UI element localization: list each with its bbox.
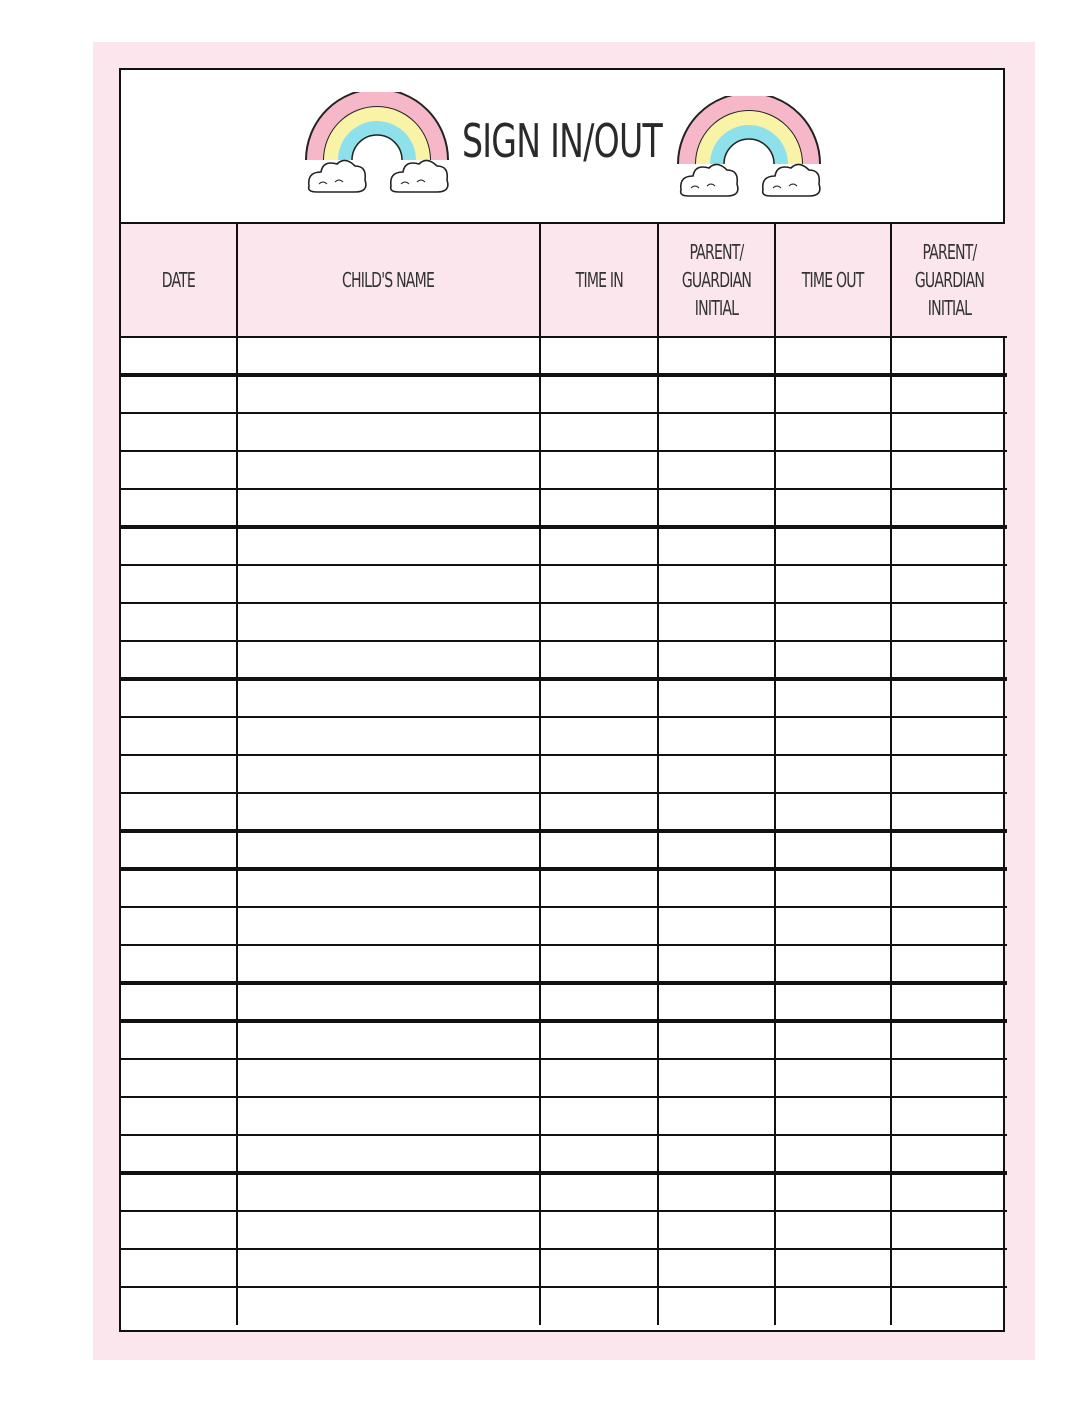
date-cell[interactable] [121, 869, 237, 907]
childs-name-cell[interactable] [237, 413, 540, 451]
time-in-cell[interactable] [540, 755, 658, 793]
time-in-cell[interactable] [540, 1059, 658, 1097]
column-header-time-out: TIME OUT [775, 224, 891, 337]
time-in-cell[interactable] [540, 375, 658, 413]
table-row [121, 1097, 1007, 1135]
parent-initial-in-cell[interactable] [658, 1211, 775, 1249]
parent-initial-out-cell[interactable] [891, 717, 1007, 755]
table-row [121, 451, 1007, 489]
parent-initial-out-cell[interactable] [891, 527, 1007, 565]
parent-initial-out-cell[interactable] [891, 1059, 1007, 1097]
time-out-cell[interactable] [775, 527, 891, 565]
parent-initial-in-cell[interactable] [658, 489, 775, 527]
parent-initial-out-cell[interactable] [891, 413, 1007, 451]
parent-initial-in-cell[interactable] [658, 1097, 775, 1135]
childs-name-cell[interactable] [237, 1249, 540, 1287]
table-body [121, 337, 1007, 1325]
table-row [121, 489, 1007, 527]
parent-initial-out-cell[interactable] [891, 337, 1007, 375]
parent-initial-in-cell[interactable] [658, 983, 775, 1021]
parent-initial-in-cell[interactable] [658, 679, 775, 717]
table-row [121, 1021, 1007, 1059]
time-in-cell[interactable] [540, 413, 658, 451]
time-in-cell[interactable] [540, 603, 658, 641]
time-in-cell[interactable] [540, 565, 658, 603]
date-cell[interactable] [121, 983, 237, 1021]
date-cell[interactable] [121, 1249, 237, 1287]
date-cell[interactable] [121, 793, 237, 831]
time-in-cell[interactable] [540, 527, 658, 565]
time-out-cell[interactable] [775, 375, 891, 413]
parent-initial-out-cell[interactable] [891, 945, 1007, 983]
time-out-cell[interactable] [775, 1173, 891, 1211]
childs-name-cell[interactable] [237, 793, 540, 831]
rainbow-cloud-icon [677, 96, 825, 206]
time-out-cell[interactable] [775, 983, 891, 1021]
parent-initial-in-cell[interactable] [658, 869, 775, 907]
date-cell[interactable] [121, 1097, 237, 1135]
childs-name-cell[interactable] [237, 451, 540, 489]
time-in-cell[interactable] [540, 489, 658, 527]
table-row [121, 679, 1007, 717]
parent-initial-out-cell[interactable] [891, 641, 1007, 679]
table-row [121, 755, 1007, 793]
childs-name-cell[interactable] [237, 603, 540, 641]
time-in-cell[interactable] [540, 1021, 658, 1059]
childs-name-cell[interactable] [237, 565, 540, 603]
date-cell[interactable] [121, 1287, 237, 1325]
date-cell[interactable] [121, 1021, 237, 1059]
parent-initial-in-cell[interactable] [658, 527, 775, 565]
parent-initial-in-cell[interactable] [658, 1249, 775, 1287]
parent-initial-out-cell[interactable] [891, 451, 1007, 489]
table-row [121, 1173, 1007, 1211]
parent-initial-out-cell[interactable] [891, 1211, 1007, 1249]
time-in-cell[interactable] [540, 451, 658, 489]
time-in-cell[interactable] [540, 983, 658, 1021]
childs-name-cell[interactable] [237, 337, 540, 375]
date-cell[interactable] [121, 1173, 237, 1211]
parent-initial-out-cell[interactable] [891, 375, 1007, 413]
time-out-cell[interactable] [775, 831, 891, 869]
time-in-cell[interactable] [540, 641, 658, 679]
date-cell[interactable] [121, 375, 237, 413]
parent-initial-out-cell[interactable] [891, 793, 1007, 831]
time-in-cell[interactable] [540, 831, 658, 869]
time-out-cell[interactable] [775, 717, 891, 755]
parent-initial-in-cell[interactable] [658, 831, 775, 869]
table-row [121, 375, 1007, 413]
time-out-cell[interactable] [775, 451, 891, 489]
table-row [121, 717, 1007, 755]
date-cell[interactable] [121, 945, 237, 983]
column-header-parent-initial-out: PARENT/ GUARDIAN INITIAL [891, 224, 1007, 337]
time-out-cell[interactable] [775, 869, 891, 907]
time-in-cell[interactable] [540, 1173, 658, 1211]
parent-initial-in-cell[interactable] [658, 945, 775, 983]
form-title: SIGN IN/OUT [461, 114, 663, 168]
table-row [121, 1059, 1007, 1097]
table-row [121, 603, 1007, 641]
childs-name-cell[interactable] [237, 1135, 540, 1173]
date-cell[interactable] [121, 717, 237, 755]
time-out-cell[interactable] [775, 1135, 891, 1173]
date-cell[interactable] [121, 1135, 237, 1173]
parent-initial-in-cell[interactable] [658, 717, 775, 755]
time-out-cell[interactable] [775, 679, 891, 717]
column-header-parent-initial-in: PARENT/ GUARDIAN INITIAL [658, 224, 775, 337]
time-out-cell[interactable] [775, 413, 891, 451]
parent-initial-out-cell[interactable] [891, 1097, 1007, 1135]
childs-name-cell[interactable] [237, 831, 540, 869]
time-in-cell[interactable] [540, 945, 658, 983]
parent-initial-in-cell[interactable] [658, 1021, 775, 1059]
date-cell[interactable] [121, 565, 237, 603]
childs-name-cell[interactable] [237, 1059, 540, 1097]
column-header-date: DATE [121, 224, 237, 337]
time-in-cell[interactable] [540, 1211, 658, 1249]
time-out-cell[interactable] [775, 1211, 891, 1249]
time-out-cell[interactable] [775, 755, 891, 793]
time-out-cell[interactable] [775, 1021, 891, 1059]
date-cell[interactable] [121, 603, 237, 641]
table-row [121, 641, 1007, 679]
time-out-cell[interactable] [775, 1097, 891, 1135]
date-cell[interactable] [121, 413, 237, 451]
time-out-cell[interactable] [775, 793, 891, 831]
time-out-cell[interactable] [775, 489, 891, 527]
parent-initial-out-cell[interactable] [891, 1021, 1007, 1059]
table-row [121, 831, 1007, 869]
table-row [121, 565, 1007, 603]
date-cell[interactable] [121, 1059, 237, 1097]
table-row [121, 869, 1007, 907]
childs-name-cell[interactable] [237, 679, 540, 717]
sign-in-out-sheet [119, 68, 1005, 1332]
childs-name-cell[interactable] [237, 1173, 540, 1211]
date-cell[interactable] [121, 679, 237, 717]
time-out-cell[interactable] [775, 1287, 891, 1325]
childs-name-cell[interactable] [237, 983, 540, 1021]
date-cell[interactable] [121, 907, 237, 945]
time-in-cell[interactable] [540, 679, 658, 717]
parent-initial-in-cell[interactable] [658, 1135, 775, 1173]
table-row [121, 983, 1007, 1021]
time-in-cell[interactable] [540, 337, 658, 375]
time-out-cell[interactable] [775, 641, 891, 679]
date-cell[interactable] [121, 451, 237, 489]
time-out-cell[interactable] [775, 907, 891, 945]
parent-initial-out-cell[interactable] [891, 1249, 1007, 1287]
time-in-cell[interactable] [540, 717, 658, 755]
date-cell[interactable] [121, 527, 237, 565]
time-out-cell[interactable] [775, 337, 891, 375]
table-row [121, 413, 1007, 451]
date-cell[interactable] [121, 337, 237, 375]
parent-initial-out-cell[interactable] [891, 565, 1007, 603]
table-row [121, 1135, 1007, 1173]
time-in-cell[interactable] [540, 1249, 658, 1287]
parent-initial-in-cell[interactable] [658, 1059, 775, 1097]
parent-initial-in-cell[interactable] [658, 755, 775, 793]
childs-name-cell[interactable] [237, 1097, 540, 1135]
table-row [121, 337, 1007, 375]
column-header-time-in: TIME IN [540, 224, 658, 337]
table-row [121, 945, 1007, 983]
sign-in-out-table [121, 224, 1007, 1325]
parent-initial-out-cell[interactable] [891, 831, 1007, 869]
date-cell[interactable] [121, 489, 237, 527]
table-header-row [121, 224, 1007, 337]
date-cell[interactable] [121, 755, 237, 793]
time-out-cell[interactable] [775, 603, 891, 641]
parent-initial-in-cell[interactable] [658, 413, 775, 451]
parent-initial-in-cell[interactable] [658, 451, 775, 489]
parent-initial-out-cell[interactable] [891, 603, 1007, 641]
childs-name-cell[interactable] [237, 489, 540, 527]
time-in-cell[interactable] [540, 869, 658, 907]
parent-initial-out-cell[interactable] [891, 869, 1007, 907]
column-header-childs-name: CHILD'S NAME [237, 224, 540, 337]
childs-name-cell[interactable] [237, 717, 540, 755]
parent-initial-in-cell[interactable] [658, 337, 775, 375]
parent-initial-out-cell[interactable] [891, 983, 1007, 1021]
childs-name-cell[interactable] [237, 945, 540, 983]
time-in-cell[interactable] [540, 1135, 658, 1173]
table-row [121, 1249, 1007, 1287]
parent-initial-out-cell[interactable] [891, 1173, 1007, 1211]
parent-initial-out-cell[interactable] [891, 489, 1007, 527]
parent-initial-out-cell[interactable] [891, 1287, 1007, 1325]
childs-name-cell[interactable] [237, 527, 540, 565]
childs-name-cell[interactable] [237, 1211, 540, 1249]
parent-initial-in-cell[interactable] [658, 603, 775, 641]
time-out-cell[interactable] [775, 945, 891, 983]
parent-initial-out-cell[interactable] [891, 755, 1007, 793]
table-row [121, 907, 1007, 945]
childs-name-cell[interactable] [237, 375, 540, 413]
date-cell[interactable] [121, 641, 237, 679]
parent-initial-in-cell[interactable] [658, 641, 775, 679]
parent-initial-in-cell[interactable] [658, 1173, 775, 1211]
time-out-cell[interactable] [775, 1059, 891, 1097]
parent-initial-in-cell[interactable] [658, 793, 775, 831]
childs-name-cell[interactable] [237, 641, 540, 679]
date-cell[interactable] [121, 1211, 237, 1249]
parent-initial-in-cell[interactable] [658, 907, 775, 945]
table-row [121, 1287, 1007, 1325]
table-row [121, 793, 1007, 831]
childs-name-cell[interactable] [237, 869, 540, 907]
time-out-cell[interactable] [775, 1249, 891, 1287]
childs-name-cell[interactable] [237, 907, 540, 945]
parent-initial-in-cell[interactable] [658, 565, 775, 603]
childs-name-cell[interactable] [237, 755, 540, 793]
time-in-cell[interactable] [540, 1287, 658, 1325]
childs-name-cell[interactable] [237, 1021, 540, 1059]
parent-initial-out-cell[interactable] [891, 907, 1007, 945]
table-row [121, 1211, 1007, 1249]
time-in-cell[interactable] [540, 793, 658, 831]
time-in-cell[interactable] [540, 1097, 658, 1135]
title-band [121, 70, 1003, 224]
parent-initial-in-cell[interactable] [658, 375, 775, 413]
time-in-cell[interactable] [540, 907, 658, 945]
date-cell[interactable] [121, 831, 237, 869]
parent-initial-in-cell[interactable] [658, 1287, 775, 1325]
parent-initial-out-cell[interactable] [891, 1135, 1007, 1173]
table-row [121, 527, 1007, 565]
time-out-cell[interactable] [775, 565, 891, 603]
parent-initial-out-cell[interactable] [891, 679, 1007, 717]
childs-name-cell[interactable] [237, 1287, 540, 1325]
